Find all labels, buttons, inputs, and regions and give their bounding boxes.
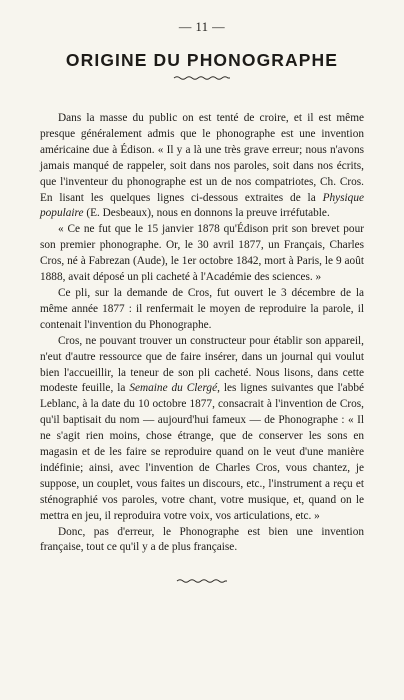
paragraph-text: Ce pli, sur la demande de Cros, fut ouvert le 3 décembre de la même année 1877 : il renfermait le moyen de reproduire la parole, il contenait l'invention du Phonographe. [40,286,364,331]
paragraph [40,525,364,557]
italic-title-text: Semaine du Clergé [129,382,218,395]
title-ornament-rule [173,75,231,81]
chapter-title: ORIGINE DU PHONOGRAPHE [65,50,339,70]
paragraph-text: , les lignes suivantes que l'abbé Leblanc, à la date du 10 octobre 1877, consacrait à l'invention de Cros, qu'il baptisait du nom — aujourd'hui fameux — de Phonographe : « Il ne s'agit rien moins, chose étrange, que de conserver les sons en magasin et de les faire se reproduire quand on le veut d'une manière indéfinie; ainsi, avec l'invention de Charles Cros, vous chantez, je suppose, un couplet, vous faites un discours, etc., l'instrument a reçu et sténographié vos paroles, votre chant, votre musique, et, quand on le mettra en jeu, il reproduira votre voix, vos articulations, etc. » [40,382,365,522]
italic-title-text: Physique populaire [40,191,364,220]
paragraph [40,111,364,222]
paragraph-text: (E. Desbeaux), nous en donnons la preuve irréfutable. [83,207,330,220]
body-text [40,111,364,556]
page-number: — 11 — [178,20,226,34]
paragraph-text: Donc, pas d'erreur, le Phonographe est bien une invention française, tout ce qu'il y a de plus française. [40,525,364,554]
paragraph [40,222,364,286]
end-ornament-rule [176,578,228,584]
paragraph-text: Dans la masse du public on est tenté de croire, et il est même presque généralement admis que le phonographe est une invention américaine due à Édison. « Il y a là une très grave erreur; nous n'avons jamais manqué de rappeler, soit dans nos paroles, soit dans nos écrits, que l'inventeur du phonographe est un de nos compatriotes, Ch. Cros. En lisant les quelques lignes ci-dessous extraites de la [40,112,364,204]
paragraph-text: Cros, ne pouvant trouver un constructeur pour établir son appareil, n'eut d'autre ressource que de faire insérer, dans un journal qui voulut bien l'accueillir, la teneur de son pli cacheté. Nous lisons, dans cette modeste feuille, la [40,334,364,395]
paragraph-text: « Ce ne fut que le 15 janvier 1878 qu'Édison prit son brevet pour son premier phonographe. Or, le 30 avril 1877, un Français, Charles Cros, né à Fabrezan (Aude), le 1er octobre 1842, mort à Paris, le 9 août 1888, avait déposé un pli cacheté à l'Académie des sciences. » [40,223,364,284]
paragraph [40,286,364,334]
paragraph [40,334,364,525]
